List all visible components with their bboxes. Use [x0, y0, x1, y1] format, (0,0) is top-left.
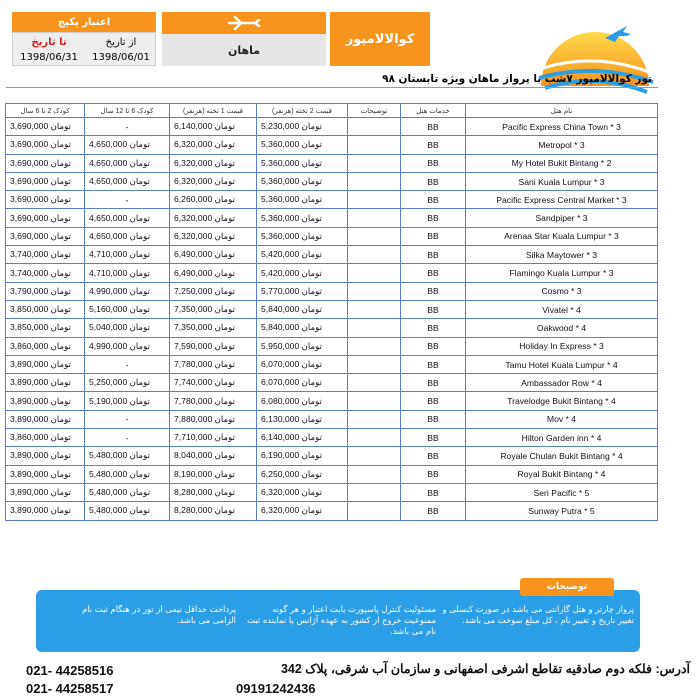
cell-desc [348, 191, 401, 209]
table-row [6, 392, 658, 410]
cell-child-6-12: - [85, 410, 170, 428]
cell-hotel: Metropol * 3 [466, 136, 658, 154]
cell-child-2-6: 3,690,000 تومان [6, 154, 85, 172]
table-row [6, 136, 658, 154]
cell-services: BB [401, 172, 466, 190]
cell-desc [348, 118, 401, 136]
cell-desc [348, 319, 401, 337]
table-row [6, 337, 658, 355]
table-row [6, 410, 658, 428]
cell-double: 5,420,000 تومان [257, 264, 348, 282]
table-row [6, 429, 658, 447]
cell-child-2-6: 3,890,000 تومان [6, 465, 85, 483]
destination-title: کوالالامپور [330, 12, 430, 66]
cell-desc [348, 282, 401, 300]
cell-hotel: Mov * 4 [466, 410, 658, 428]
cell-double: 5,840,000 تومان [257, 300, 348, 318]
cell-child-2-6: 3,890,000 تومان [6, 374, 85, 392]
cell-hotel: Sani Kuala Lumpur * 3 [466, 172, 658, 190]
cell-single: 6,490,000 تومان [170, 264, 257, 282]
cell-services: BB [401, 355, 466, 373]
mobile-phone: 09191242436 [236, 681, 316, 696]
cell-child-2-6: 3,890,000 تومان [6, 502, 85, 520]
cell-double: 6,080,000 تومان [257, 392, 348, 410]
cell-double: 5,770,000 تومان [257, 282, 348, 300]
cell-child-6-12: 5,480,000 تومان [85, 502, 170, 520]
cell-child-2-6: 3,790,000 تومان [6, 282, 85, 300]
cell-single: 8,280,000 تومان [170, 502, 257, 520]
cell-child-6-12: 5,480,000 تومان [85, 483, 170, 501]
table-row [6, 154, 658, 172]
col-child-2-6: کودک 2 تا 6 سال [6, 104, 85, 118]
cell-services: BB [401, 374, 466, 392]
cell-double: 6,070,000 تومان [257, 374, 348, 392]
cell-desc [348, 154, 401, 172]
cell-services: BB [401, 319, 466, 337]
cell-hotel: Hilton Garden inn * 4 [466, 429, 658, 447]
note-2: مسئولیت کنترل پاسپورت بابت اعتبار و هر گونه ممنوعیت خروج از کشور به عهده آژانس یا نماینده ثبت نام می باشد. [247, 604, 436, 636]
cell-services: BB [401, 337, 466, 355]
cell-single: 7,350,000 تومان [170, 319, 257, 337]
cell-child-6-12: 4,990,000 تومان [85, 337, 170, 355]
col-single: قیمت 1 تخته (هرنفر) [170, 104, 257, 118]
from-date: 1398/06/01 [92, 52, 150, 63]
cell-child-2-6: 3,850,000 تومان [6, 300, 85, 318]
cell-hotel: Pacific Express Central Market * 3 [466, 191, 658, 209]
cell-double: 6,320,000 تومان [257, 502, 348, 520]
cell-hotel: Holiday In Express * 3 [466, 337, 658, 355]
cell-services: BB [401, 410, 466, 428]
cell-child-6-12: 4,650,000 تومان [85, 154, 170, 172]
cell-services: BB [401, 483, 466, 501]
cell-double: 5,950,000 تومان [257, 337, 348, 355]
airline-name: ماهان [162, 34, 326, 66]
cell-hotel: Cosmo * 3 [466, 282, 658, 300]
airline-box [162, 12, 326, 66]
cell-double: 6,190,000 تومان [257, 447, 348, 465]
cell-desc [348, 300, 401, 318]
cell-desc [348, 447, 401, 465]
cell-child-2-6: 3,890,000 تومان [6, 410, 85, 428]
table-row [6, 191, 658, 209]
cell-child-2-6: 3,740,000 تومان [6, 264, 85, 282]
table-row [6, 282, 658, 300]
cell-child-6-12: 5,480,000 تومان [85, 465, 170, 483]
cell-services: BB [401, 282, 466, 300]
cell-child-6-12: 4,650,000 تومان [85, 172, 170, 190]
cell-services: BB [401, 300, 466, 318]
cell-single: 6,260,000 تومان [170, 191, 257, 209]
table-row [6, 502, 658, 520]
cell-hotel: Travelodge Bukit Bintang * 4 [466, 392, 658, 410]
table-row [6, 264, 658, 282]
cell-desc [348, 337, 401, 355]
cell-child-6-12: 5,190,000 تومان [85, 392, 170, 410]
cell-double: 5,360,000 تومان [257, 227, 348, 245]
price-table [5, 103, 658, 521]
cell-child-2-6: 3,890,000 تومان [6, 355, 85, 373]
cell-child-6-12: - [85, 429, 170, 447]
cell-double: 6,140,000 تومان [257, 429, 348, 447]
table-header-row [6, 104, 658, 118]
cell-services: BB [401, 429, 466, 447]
cell-single: 7,250,000 تومان [170, 282, 257, 300]
cell-desc [348, 429, 401, 447]
cell-hotel: Royal Bukit Bintang * 4 [466, 465, 658, 483]
cell-desc [348, 392, 401, 410]
table-row [6, 209, 658, 227]
cell-hotel: Arenaa Star Kuala Lumpur * 3 [466, 227, 658, 245]
from-date-label: از تاریخ [105, 37, 137, 48]
cell-hotel: Sunway Putra * 5 [466, 502, 658, 520]
cell-desc [348, 355, 401, 373]
cell-child-2-6: 3,850,000 تومان [6, 319, 85, 337]
cell-child-2-6: 3,890,000 تومان [6, 392, 85, 410]
tour-subtitle: تور کوالالامپور ۷شب با پرواز ماهان ویژه تابستان ۹۸ [6, 70, 658, 88]
cell-services: BB [401, 392, 466, 410]
table-row [6, 300, 658, 318]
cell-hotel: Ambassador Row * 4 [466, 374, 658, 392]
airplane-icon [227, 16, 261, 30]
cell-services: BB [401, 264, 466, 282]
cell-desc [348, 227, 401, 245]
cell-child-2-6: 3,690,000 تومان [6, 172, 85, 190]
cell-hotel: Tamu Hotel Kuala Lumpur * 4 [466, 355, 658, 373]
cell-hotel: Oakwood * 4 [466, 319, 658, 337]
cell-single: 7,590,000 تومان [170, 337, 257, 355]
cell-child-6-12: - [85, 191, 170, 209]
table-row [6, 118, 658, 136]
cell-services: BB [401, 447, 466, 465]
note-1: پرواز چارتر و هتل گارانتی می باشد در صورت کنسلی و تغییر تاریخ و تغییر نام ، کل مبلغ سوخت می باشد. [442, 604, 634, 625]
cell-single: 6,320,000 تومان [170, 227, 257, 245]
validity-label: اعتبار پکیج [12, 12, 156, 32]
cell-child-2-6: 3,890,000 تومان [6, 483, 85, 501]
to-date: 1398/06/31 [20, 52, 78, 63]
cell-double: 6,130,000 تومان [257, 410, 348, 428]
cell-child-2-6: 3,690,000 تومان [6, 136, 85, 154]
table-row [6, 465, 658, 483]
cell-double: 5,360,000 تومان [257, 209, 348, 227]
cell-single: 6,320,000 تومان [170, 136, 257, 154]
cell-hotel: Sandpiper * 3 [466, 209, 658, 227]
cell-desc [348, 209, 401, 227]
cell-desc [348, 374, 401, 392]
col-child-6-12: کودک 6 تا 12 سال [85, 104, 170, 118]
cell-services: BB [401, 502, 466, 520]
cell-child-6-12: 4,990,000 تومان [85, 282, 170, 300]
plane-banner [162, 12, 326, 34]
cell-child-2-6: 3,690,000 تومان [6, 227, 85, 245]
phone-1: 021- 44258516 [26, 663, 114, 678]
cell-double: 5,360,000 تومان [257, 191, 348, 209]
cell-child-2-6: 3,690,000 تومان [6, 209, 85, 227]
cell-single: 6,320,000 تومان [170, 172, 257, 190]
cell-single: 7,350,000 تومان [170, 300, 257, 318]
cell-desc [348, 483, 401, 501]
cell-single: 7,780,000 تومان [170, 392, 257, 410]
cell-child-2-6: 3,860,000 تومان [6, 337, 85, 355]
cell-child-6-12: 4,710,000 تومان [85, 246, 170, 264]
cell-hotel: Pacific Express China Town * 3 [466, 118, 658, 136]
cell-desc [348, 465, 401, 483]
notes-title: توضیحات [520, 578, 614, 596]
cell-single: 8,280,000 تومان [170, 483, 257, 501]
cell-hotel: My Hotel Bukit Bintang * 2 [466, 154, 658, 172]
cell-child-2-6: 3,690,000 تومان [6, 191, 85, 209]
cell-desc [348, 410, 401, 428]
cell-child-6-12: - [85, 118, 170, 136]
table-row [6, 355, 658, 373]
cell-child-6-12: 5,480,000 تومان [85, 447, 170, 465]
cell-single: 6,140,000 تومان [170, 118, 257, 136]
cell-desc [348, 246, 401, 264]
cell-hotel: Flamingo Kuala Lumpur * 3 [466, 264, 658, 282]
address: آدرس: فلکه دوم صادقیه تقاطع اشرفی اصفهانی و سازمان آب شرقی، پلاک 342 [280, 662, 690, 676]
cell-double: 5,360,000 تومان [257, 136, 348, 154]
cell-desc [348, 502, 401, 520]
table-row [6, 319, 658, 337]
cell-child-2-6: 3,860,000 تومان [6, 429, 85, 447]
cell-single: 8,040,000 تومان [170, 447, 257, 465]
cell-single: 7,740,000 تومان [170, 374, 257, 392]
cell-child-6-12: 5,160,000 تومان [85, 300, 170, 318]
cell-services: BB [401, 136, 466, 154]
cell-single: 7,710,000 تومان [170, 429, 257, 447]
cell-services: BB [401, 118, 466, 136]
col-services: خدمات هتل [401, 104, 466, 118]
cell-single: 6,320,000 تومان [170, 209, 257, 227]
cell-services: BB [401, 154, 466, 172]
col-double: قیمت 2 تخته (هرنفر) [257, 104, 348, 118]
cell-desc [348, 264, 401, 282]
table-row [6, 374, 658, 392]
cell-child-2-6: 3,740,000 تومان [6, 246, 85, 264]
to-date-label: تا تاریخ [31, 37, 67, 48]
cell-child-6-12: 4,650,000 تومان [85, 227, 170, 245]
cell-single: 6,490,000 تومان [170, 246, 257, 264]
cell-child-2-6: 3,890,000 تومان [6, 447, 85, 465]
cell-single: 7,880,000 تومان [170, 410, 257, 428]
cell-hotel: Silka Maytower * 3 [466, 246, 658, 264]
cell-services: BB [401, 465, 466, 483]
cell-desc [348, 136, 401, 154]
date-grid [12, 32, 156, 66]
cell-child-6-12: - [85, 355, 170, 373]
cell-child-6-12: 4,650,000 تومان [85, 136, 170, 154]
cell-hotel: Seri Pacific * 5 [466, 483, 658, 501]
cell-double: 5,840,000 تومان [257, 319, 348, 337]
cell-hotel: Royale Chulan Bukit Bintang * 4 [466, 447, 658, 465]
cell-double: 5,230,000 تومان [257, 118, 348, 136]
cell-single: 7,780,000 تومان [170, 355, 257, 373]
cell-services: BB [401, 191, 466, 209]
cell-hotel: Vivatel * 4 [466, 300, 658, 318]
cell-double: 6,250,000 تومان [257, 465, 348, 483]
table-row [6, 447, 658, 465]
cell-services: BB [401, 209, 466, 227]
cell-services: BB [401, 227, 466, 245]
table-row [6, 483, 658, 501]
cell-single: 8,190,000 تومان [170, 465, 257, 483]
table-row [6, 227, 658, 245]
cell-desc [348, 172, 401, 190]
cell-child-6-12: 4,650,000 تومان [85, 209, 170, 227]
cell-single: 6,320,000 تومان [170, 154, 257, 172]
cell-child-6-12: 4,710,000 تومان [85, 264, 170, 282]
cell-double: 5,360,000 تومان [257, 154, 348, 172]
table-row [6, 172, 658, 190]
cell-double: 5,360,000 تومان [257, 172, 348, 190]
col-hotel: نام هتل [466, 104, 658, 118]
cell-services: BB [401, 246, 466, 264]
cell-child-2-6: 3,690,000 تومان [6, 118, 85, 136]
cell-double: 5,420,000 تومان [257, 246, 348, 264]
phone-2: 021- 44258517 [26, 681, 114, 696]
col-desc: توضیحات [348, 104, 401, 118]
cell-child-6-12: 5,250,000 تومان [85, 374, 170, 392]
cell-double: 6,070,000 تومان [257, 355, 348, 373]
table-row [6, 246, 658, 264]
note-3: پرداخت حداقل نیمی از تور در هنگام ثبت نام الزامی می باشد. [82, 604, 236, 625]
cell-child-6-12: 5,040,000 تومان [85, 319, 170, 337]
cell-double: 6,320,000 تومان [257, 483, 348, 501]
